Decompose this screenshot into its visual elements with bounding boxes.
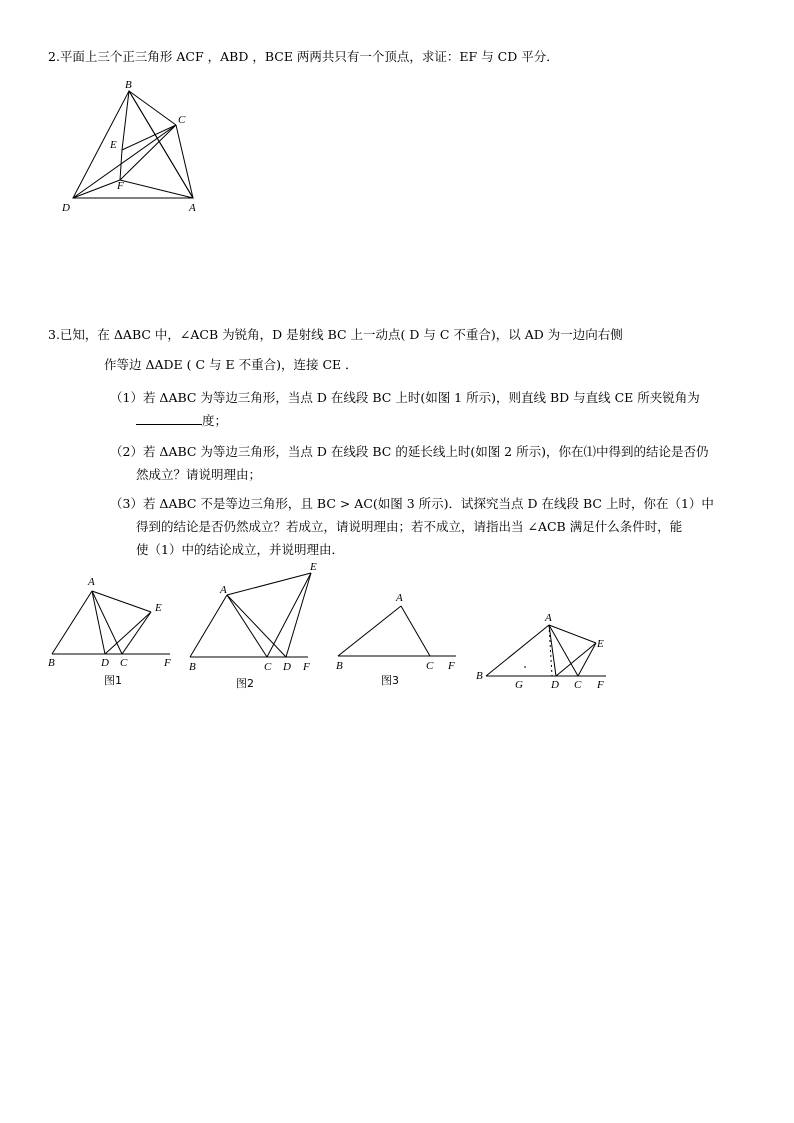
label-C: C <box>178 114 186 126</box>
segment-AB <box>338 606 401 656</box>
label-E: E <box>110 139 117 151</box>
label-C: C <box>426 660 434 672</box>
question1-line2 <box>136 412 227 430</box>
label-C: C <box>574 679 582 691</box>
label-A: A <box>396 592 403 604</box>
segment-AB <box>190 595 227 657</box>
label-F: F <box>448 660 455 672</box>
label-D: D <box>283 661 291 673</box>
label-D: D <box>551 679 559 691</box>
label-B: B <box>189 661 196 673</box>
label-E: E <box>310 561 317 573</box>
label-C: C <box>120 657 128 669</box>
label-B: B <box>336 660 343 672</box>
segment-EC <box>122 125 176 150</box>
segment-DE <box>286 573 311 657</box>
segment-AC <box>227 595 267 657</box>
segment-AE <box>549 625 596 643</box>
label-F: F <box>117 180 124 192</box>
segment-CE <box>578 643 596 676</box>
label-D: D <box>101 657 109 669</box>
label-D: D <box>62 202 70 214</box>
problem3-intro-line1: 3.已知，在 ΔABC 中，∠ACB 为锐角，D 是射线 BC 上一动点( D 与 C 不重合)，以 AD 为一边向右侧 <box>48 327 623 342</box>
label-C: C <box>264 661 272 673</box>
segment-AD <box>227 595 286 657</box>
segment-BE <box>122 91 129 150</box>
segment-CE <box>122 612 151 654</box>
label-B: B <box>48 657 55 669</box>
label-F: F <box>164 657 171 669</box>
problem2-figure <box>60 78 220 218</box>
label-A: A <box>88 576 95 588</box>
segment-DC <box>73 125 176 198</box>
segment-AE <box>227 573 311 595</box>
label-E: E <box>597 638 604 650</box>
label-A: A <box>545 612 552 624</box>
label-A: A <box>220 584 227 596</box>
problem3-intro-line2: 作等边 ΔADE ( C 与 E 不重合)，连接 CE ． <box>104 357 358 372</box>
figure-3 <box>334 588 464 688</box>
figure-1 <box>46 574 181 689</box>
segment-AC <box>549 625 578 676</box>
segment-AB <box>52 591 92 654</box>
problem2-text: 2.平面上三个正三角形 ACF ，ABD ，BCE 两两共只有一个顶点，求证：EF 与 CD 平分． <box>48 49 559 64</box>
answer-blank[interactable] <box>136 412 202 425</box>
label-B: B <box>476 670 483 682</box>
segment-BC <box>129 91 176 125</box>
segment-AB <box>486 625 549 676</box>
label-F: F <box>303 661 310 673</box>
figure-1-caption: 图1 <box>104 674 122 687</box>
segment-AD <box>92 591 105 654</box>
question1-line1: （1）若 ΔABC 为等边三角形，当点 D 在线段 BC 上时(如图 1 所示)，则直线 BD 与直线 CE 所夹锐角为 <box>110 390 700 405</box>
segment-FA <box>120 180 193 198</box>
figure-2 <box>186 560 326 690</box>
figure-4 <box>474 608 614 693</box>
label-A: A <box>189 202 196 214</box>
question1-suffix: 度； <box>202 413 228 428</box>
label-G: G <box>515 679 523 691</box>
label-F: F <box>597 679 604 691</box>
figure-3-caption: 图3 <box>381 674 399 687</box>
segment-BA <box>129 91 193 198</box>
segment-DF <box>73 180 120 198</box>
figure-2-caption: 图2 <box>236 677 254 690</box>
segment-AC <box>401 606 430 656</box>
segment-CE <box>267 573 311 657</box>
label-B: B <box>125 79 132 91</box>
question3-line2: 得到的结论是否仍然成立？若成立，请说明理由；若不成立，请指出当 ∠ACB 满足什么条件时，能 <box>136 519 683 534</box>
question2-line1: （2）若 ΔABC 为等边三角形，当点 D 在线段 BC 的延长线上时(如图 2 所示)，你在⑴中得到的结论是否仍 <box>110 444 709 459</box>
question3-line1: （3）若 ΔABC 不是等边三角形，且 BC > AC(如图 3 所示)．试探究当点 D 在线段 BC 上时，你在（1）中 <box>110 496 714 511</box>
question3-line3: 使（1）中的结论成立，并说明理由． <box>136 542 344 557</box>
segment-FC <box>120 125 176 180</box>
question2-line2: 然成立？请说明理由； <box>136 467 262 482</box>
segment-CA <box>176 125 193 198</box>
label-E: E <box>155 602 162 614</box>
